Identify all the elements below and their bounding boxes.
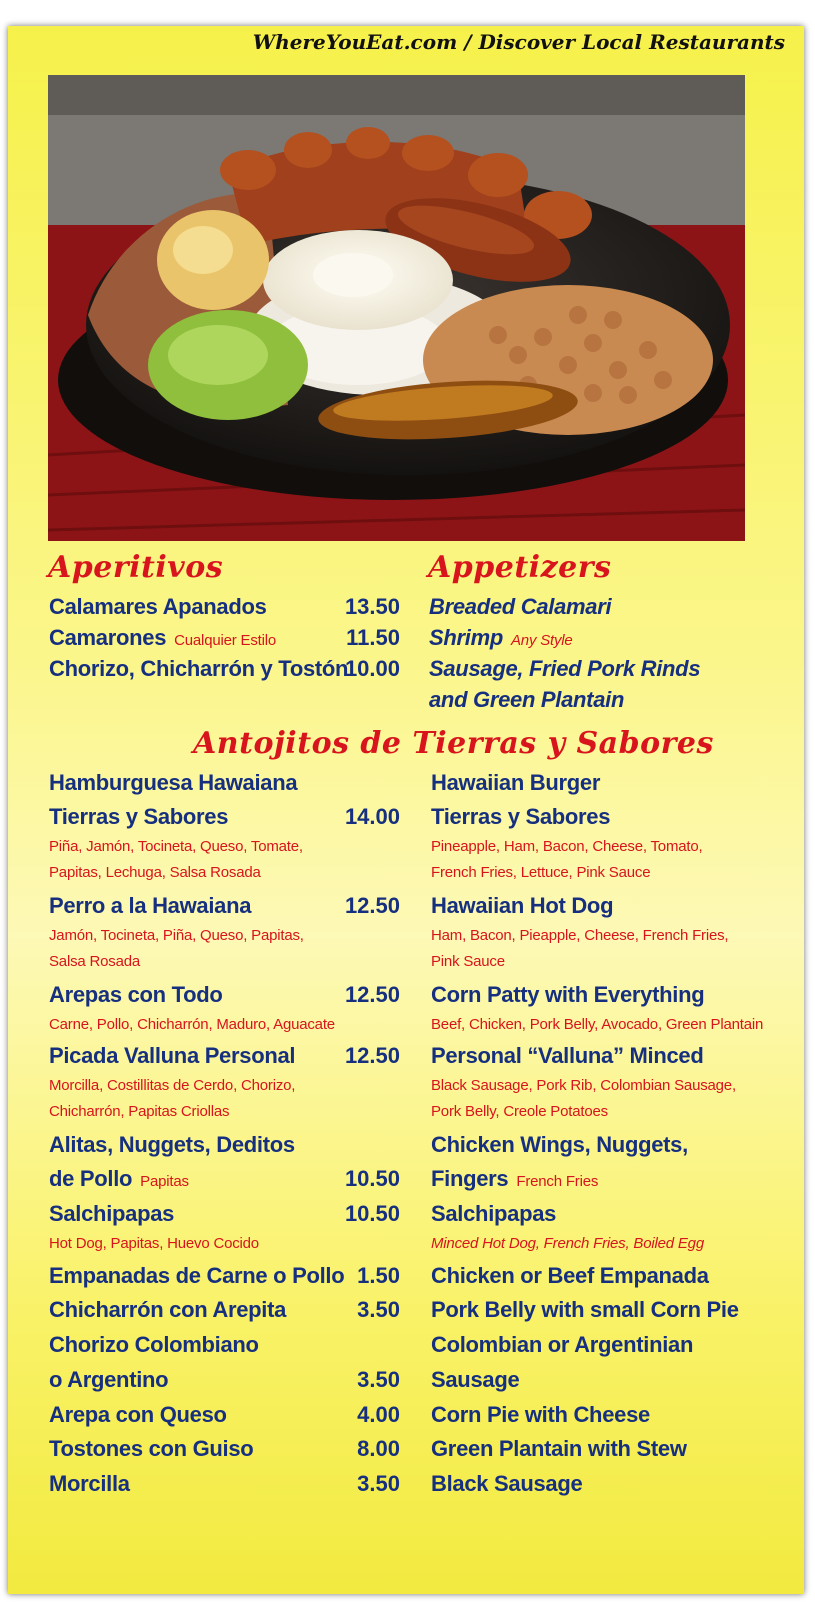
item-desc-en: French Fries, Lettuce, Pink Sauce [431, 864, 651, 881]
item-name-es: de Pollo Papitas [49, 1166, 189, 1191]
item-name-es: Hamburguesa Hawaiana [49, 770, 298, 795]
item-name-en: Fingers French Fries [431, 1166, 599, 1191]
item-price: 13.50 [344, 594, 400, 619]
item-price: 12.50 [344, 982, 400, 1007]
section-title-antojitos: Antojitos de Tierras y Sabores [193, 726, 714, 761]
item-name-es: Picada Valluna Personal [49, 1043, 296, 1068]
item-name-en: Pork Belly with small Corn Pie [431, 1297, 739, 1322]
item-desc-es: Carne, Pollo, Chicharrón, Maduro, Aguacate [49, 1016, 335, 1033]
item-desc-es: Jamón, Tocineta, Piña, Queso, Papitas, [49, 927, 304, 944]
item-price: 10.50 [344, 1201, 400, 1226]
bandeja-paisa-photo [48, 75, 745, 541]
item-name-es: Chorizo, Chicharrón y Tostón [49, 656, 349, 681]
item-desc-en: Black Sausage, Pork Rib, Colombian Sausage, [431, 1077, 736, 1094]
item-price: 12.50 [344, 893, 400, 918]
item-name-en: Chicken or Beef Empanada [431, 1263, 709, 1288]
item-name-es: Tostones con Guiso [49, 1436, 254, 1461]
item-name-en: Corn Pie with Cheese [431, 1402, 650, 1427]
item-price: 12.50 [344, 1043, 400, 1068]
section-title-aperitivos: Aperitivos [48, 550, 224, 585]
item-desc-es: Chicharrón, Papitas Criollas [49, 1103, 230, 1120]
item-name-es: Chorizo Colombiano [49, 1332, 259, 1357]
item-note-en: French Fries [516, 1173, 599, 1190]
site-header: WhereYouEat.com / Discover Local Restaurants [252, 30, 785, 54]
item-name-en: Chicken Wings, Nuggets, [431, 1132, 688, 1157]
item-note-es: Papitas [140, 1173, 189, 1190]
item-note-en: Any Style [511, 632, 573, 649]
item-name-en: Sausage [431, 1367, 520, 1392]
item-desc-en: Minced Hot Dog, French Fries, Boiled Egg [431, 1235, 704, 1252]
item-desc-es: Papitas, Lechuga, Salsa Rosada [49, 864, 261, 881]
item-price: 3.50 [357, 1471, 400, 1496]
item-name-en: Personal “Valluna” Minced [431, 1043, 704, 1068]
item-price: 3.50 [357, 1297, 400, 1322]
item-price: 4.00 [357, 1402, 400, 1427]
section-title-appetizers: Appetizers [428, 550, 612, 585]
item-desc-en: Pineapple, Ham, Bacon, Cheese, Tomato, [431, 838, 703, 855]
item-desc-en: Pink Sauce [431, 953, 505, 970]
item-name-es: Camarones Cualquier Estilo [49, 625, 276, 650]
item-name-es: Morcilla [49, 1471, 130, 1496]
item-name-es: Calamares Apanados [49, 594, 267, 619]
item-name-es: Alitas, Nuggets, Deditos [49, 1132, 295, 1157]
item-price: 11.50 [346, 625, 400, 650]
item-name-es: Empanadas de Carne o Pollo [49, 1263, 345, 1288]
menu-page [8, 26, 804, 1594]
item-name-en: Colombian or Argentinian [431, 1332, 694, 1357]
item-name-en: Salchipapas [431, 1201, 557, 1226]
item-desc-es: Piña, Jamón, Tocineta, Queso, Tomate, [49, 838, 303, 855]
item-desc-es: Salsa Rosada [49, 953, 140, 970]
item-name-en: Corn Patty with Everything [431, 982, 705, 1007]
item-name-es: Perro a la Hawaiana [49, 893, 252, 918]
item-desc-es: Hot Dog, Papitas, Huevo Cocido [49, 1235, 259, 1252]
item-name-es: Arepa con Queso [49, 1402, 227, 1427]
item-note-es: Cualquier Estilo [174, 632, 276, 649]
item-name-en: and Green Plantain [429, 687, 625, 712]
item-name-en: Black Sausage [431, 1471, 583, 1496]
item-name-es: o Argentino [49, 1367, 169, 1392]
item-name-en: Hawaiian Burger [431, 770, 601, 795]
item-desc-en: Beef, Chicken, Pork Belly, Avocado, Green Plantain [431, 1016, 764, 1033]
item-desc-en: Ham, Bacon, Pieapple, Cheese, French Fries, [431, 927, 729, 944]
item-price: 10.50 [344, 1166, 400, 1191]
item-desc-es: Morcilla, Costillitas de Cerdo, Chorizo, [49, 1077, 296, 1094]
item-price: 14.00 [344, 804, 400, 829]
item-price: 8.00 [357, 1436, 400, 1461]
item-name-en: Green Plantain with Stew [431, 1436, 687, 1461]
item-name-es: Salchipapas [49, 1201, 175, 1226]
item-name-en: Breaded Calamari [429, 594, 612, 619]
item-desc-en: Pork Belly, Creole Potatoes [431, 1103, 608, 1120]
item-name-es: Tierras y Sabores [49, 804, 229, 829]
item-name-en: Sausage, Fried Pork Rinds [429, 656, 701, 681]
item-price: 3.50 [357, 1367, 400, 1392]
item-name-en: Shrimp Any Style [429, 625, 573, 650]
item-name-es: Chicharrón con Arepita [49, 1297, 287, 1322]
item-name-en: Tierras y Sabores [431, 804, 611, 829]
item-name-en: Hawaiian Hot Dog [431, 893, 614, 918]
item-name-es: Arepas con Todo [49, 982, 223, 1007]
item-price: 1.50 [357, 1263, 400, 1288]
item-price: 10.00 [344, 656, 400, 681]
